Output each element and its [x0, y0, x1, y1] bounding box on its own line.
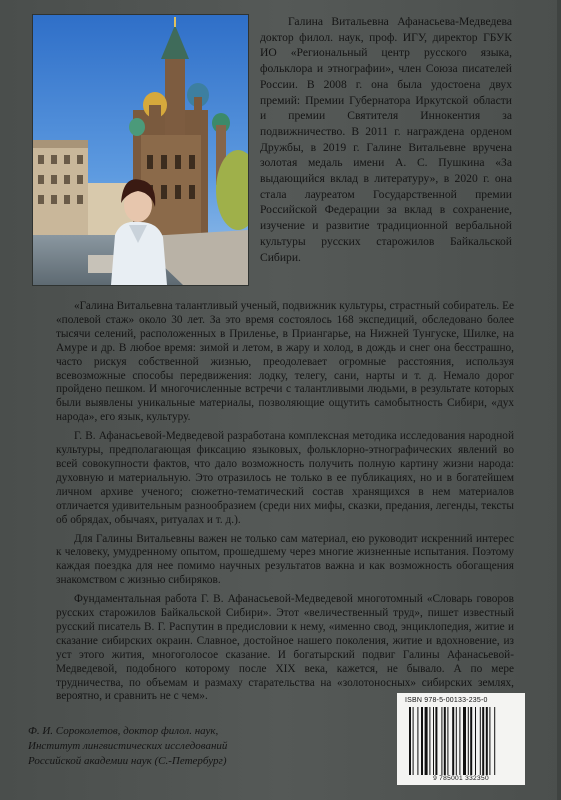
body-text [56, 300, 514, 709]
isbn-barcode-block [397, 693, 525, 785]
reviewer-institute: Институт лингвистических исследований [28, 740, 228, 753]
body-paragraph: Для Галины Витальевны важен не только сам материал, ею руководит искренний интерес к человеку, умудренному опытом, прошедшему через многие жизненные испытания. Поэтому каждая поездка для нее помимо научных результатов важна и как возможность обогащения знакомством с жизнью сибиряков. [56, 532, 514, 587]
author-bio-text: Галина Витальевна Афанасьева-Медведева доктор филол. наук, проф. ИГУ, директор ГБУК ИО «Региональный центр русского языка, фольклора и этнографии», член Союза писателей России. В 2008 г. она была удостоена двух премий: Премии Губернатора Иркутской области и премии Святителя Иннокентия за подвижничество. В 2011 г. награждена орденом Дружбы, в 2019 г. Галине Витальевне вручена золотая медаль имени А. С. Пушкина «За выдающийся вклад в литературу», в 2020 г. она стала лауреатом Государственной премии Российской Федерации за вклад в сохранение, изучение и развитие традиционной вербальной культуры русских старожилов Байкальской Сибири. [260, 15, 512, 264]
body-paragraph: Г. В. Афанасьевой-Медведевой разработана комплексная методика исследования народной культуры, предполагающая фиксацию языковых, фольклорно-этнографических явлений во всей совокупности фактов, что дало возможность получить полную картину жизни народа: духовную и материальную. Это отразилось не только в ее публикациях, но и в богатейшем личном архиве ученого; сюжетно-тематический состав хранящихся в нем материалов отличается удивительным разнообразием (среди них мифы, сказки, предания, легенды, тексты об обрядах, обычаях, ритуалах и т. д.). [56, 430, 514, 526]
reviewer-signature [28, 724, 358, 770]
barcode-icon [409, 707, 513, 775]
reviewer-name: Ф. И. Сороколетов, доктор филол. наук, [28, 725, 219, 737]
body-paragraph: Фундаментальная работа Г. В. Афанасьевой-Медведевой многотомный «Словарь говоров русских старожилов Байкальской Сибири». Этот «величественный труд», пишет известный русский писатель В. Г. Распутин в предисловии к нему, «именно свод, энциклопедия, житие и сказание сибирских окраин. Славное, достойное нашего поколения, житие и вдохновение, из уст этого жития, многоголосое сказание. И богатырский подвиг Галины Афанасьевой-Медведевой, подобного которому после XIX века, кажется, не бывало. А по мере трудничества, по объемам и размаху старательства на «золотоносных» сибирских землях, вероятно, и сравнить не с чем». [56, 593, 514, 703]
author-photo [32, 14, 249, 286]
author-photo-image [33, 15, 248, 285]
reviewer-academy: Российской академии наук (С.-Петербург) [28, 755, 227, 768]
author-bio [260, 14, 512, 265]
barcode-digits: 9 785001 332350 [433, 775, 489, 782]
cover-edge [557, 0, 561, 800]
body-paragraph: «Галина Витальевна талантливый ученый, подвижник культуры, страстный собиратель. Ее «полевой стаж» около 30 лет. За это время состоялось 168 экспедиций, обследовано более тысячи селений, расположенных в Приленье, в Приангарье, на Нижней Тунгуске, Шилке, на Амуре и др. В любое время: зимой и летом, в жару и холод, в дождь и снег она бесстрашно, часто рискуя собственной жизнью, преодолевает огромные расстояния, используя всевозможные способы передвижения: лодку, телегу, сани, нарты и т. д. Немало дорог пройдено пешком. И многочисленные встречи с талантливыми людьми, в результате которых были выявлены уникальные материалы, позволяющие ощутить самобытность Сибири, «дух народа», его язык, культуру. [56, 300, 514, 424]
isbn-label: ISBN 978-5-00133-235-0 [405, 697, 488, 704]
